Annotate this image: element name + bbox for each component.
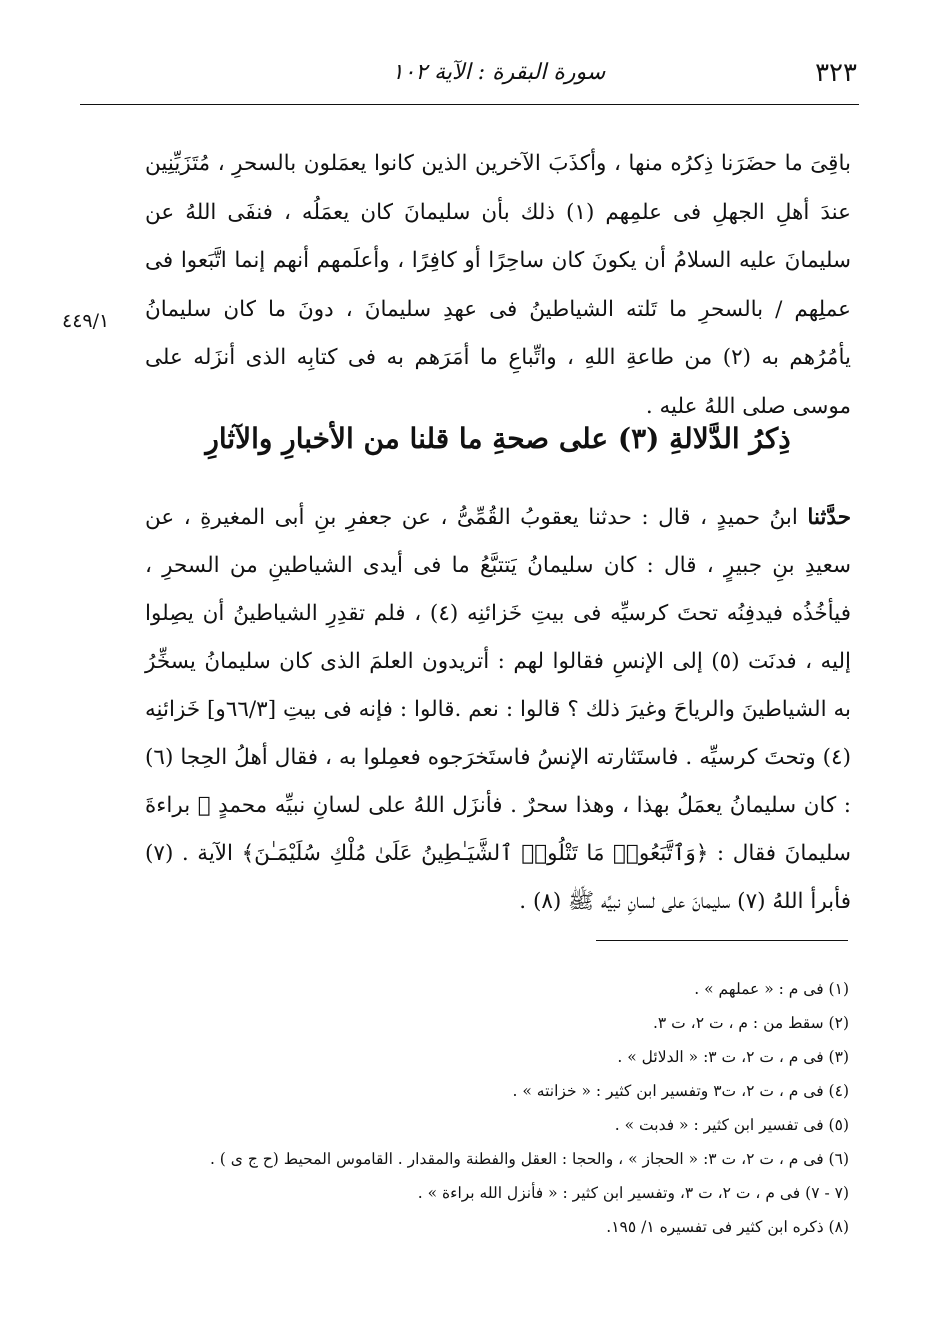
margin-reference: ٤٤٩/١	[62, 310, 110, 332]
footnote-divider	[596, 940, 848, 941]
footnote: (٨) ذكره ابن كثير فى تفسيره ١/ ١٩٥.	[606, 1218, 849, 1236]
footnote: (٢) سقط من : م ، ت ٢، ت ٣.	[652, 1014, 849, 1032]
paragraph-2-text	[145, 494, 851, 926]
header-divider	[80, 104, 859, 105]
footnote: (٥) فى تفسير ابن كثير : « فدبت » .	[614, 1116, 849, 1134]
paragraph-2-lead: حدَّثنا	[807, 505, 851, 530]
footnote: (١) فى م : « عملهم » .	[694, 980, 849, 998]
footnotes	[145, 972, 849, 1244]
footnote: (٦) فى م ، ت ٢، ت ٣: « الحجاز » ، والحجا : العقل والفطنة والمقدار . القاموس المحيط (ح ج ى ) .	[209, 1150, 849, 1168]
footnote: (٤) فى م ، ت ٢، ت٣ وتفسير ابن كثير : « خزانته » .	[512, 1082, 849, 1100]
paragraph-2-body: ابنُ حميدٍ ، قال : حدثنا يعقوبُ القُمِّىُّ ، عن جعفرِ بنِ أبى المغيرةِ ، عن سعيدِ بنِ جبيرٍ ، قال : كان سليمانُ يَتتبَّعُ ما فى أيدى الشياطينِ من السحرِ ، فيأخُذُه فيدفِنُه تحتَ كرسيِّه فى بيتِ خَزائنِه (٤) ، فلم تقدِرِ الشياطينُ أن يصِلوا إليه ، فدنَت (٥) إلى الإنسِ فقالوا لهم : أتريدون العلمَ الذى كان سليمانُ يسخِّرُ به الشياطينَ والرياحَ وغيرَ ذلك ؟ قالوا : نعم .قالوا : فإنه فى بيتِ [٦٦/٣و] خَزائنِه (٤) وتحتَ كرسيِّه . فاستَثارته الإنسُ فاستَخرَجوه فعمِلوا به ، فقال أهلُ الحِجا (٦) : كان سليمانُ يعمَلُ بهذا ، وهذا سحرٌ . فأنزَل اللهُ على لسانِ نبيِّه محمدٍ ﷺ براءةَ سليمانَ فقال : ﴿وَٱتَّبَعُوا۟ مَا تَتْلُوا۟ ٱلشَّيَـٰطِينُ عَلَىٰ مُلْكِ سُلَيْمَـٰنَ﴾ الآية . (٧) فأبرأ اللهُ (٧) سليمانَ على لسانِ نبيِّه ﷺ (٨) .	[145, 505, 851, 914]
paragraph-1-text: باقِىَ ما حضَرَنا ذِكرُه منها ، وأكذَبَ الآخرين الذين كانوا يعمَلون بالسحرِ ، مُتَزَيِّنِين عندَ أهلِ الجهلِ فى علمِهم (١) ذلك بأن سليمانَ كان يعمَلُه ، فنفَى اللهُ عن سليمانَ عليه السلامُ أن يكونَ كان ساحِرًا أو كافِرًا ، وأعلَمهم أنهم إنما اتَّبَعوا فى عملِهم / بالسحرِ ما تَلته الشياطينُ فى عهدِ سليمانَ ، دونَ ما كان سليمانُ يأمُرُهم به (٢) من طاعةِ اللهِ ، واتِّباعِ ما أمَرَهم به فى كتابِه الذى أنزَله على موسى صلى اللهُ عليه .	[145, 151, 851, 419]
body-paragraph-2	[145, 494, 851, 926]
page-number: ٣٢٣	[815, 58, 857, 88]
running-title: سورة البقرة : الآية ١٠٢	[391, 60, 606, 85]
body-paragraph-1	[145, 140, 851, 432]
footnote: (٧ - ٧) فى م ، ت ٢، ت ٣، وتفسير ابن كثير : « فأنزل الله براءة » .	[417, 1184, 849, 1202]
footnote: (٣) فى م ، ت ٢، ت ٣: « الدلائل » .	[617, 1048, 849, 1066]
section-heading: ذِكرُ الدَّلالةِ (٣) على صحةِ ما قلنا من الأخبارِ والآثارِ	[205, 422, 791, 455]
page-header	[140, 58, 857, 98]
